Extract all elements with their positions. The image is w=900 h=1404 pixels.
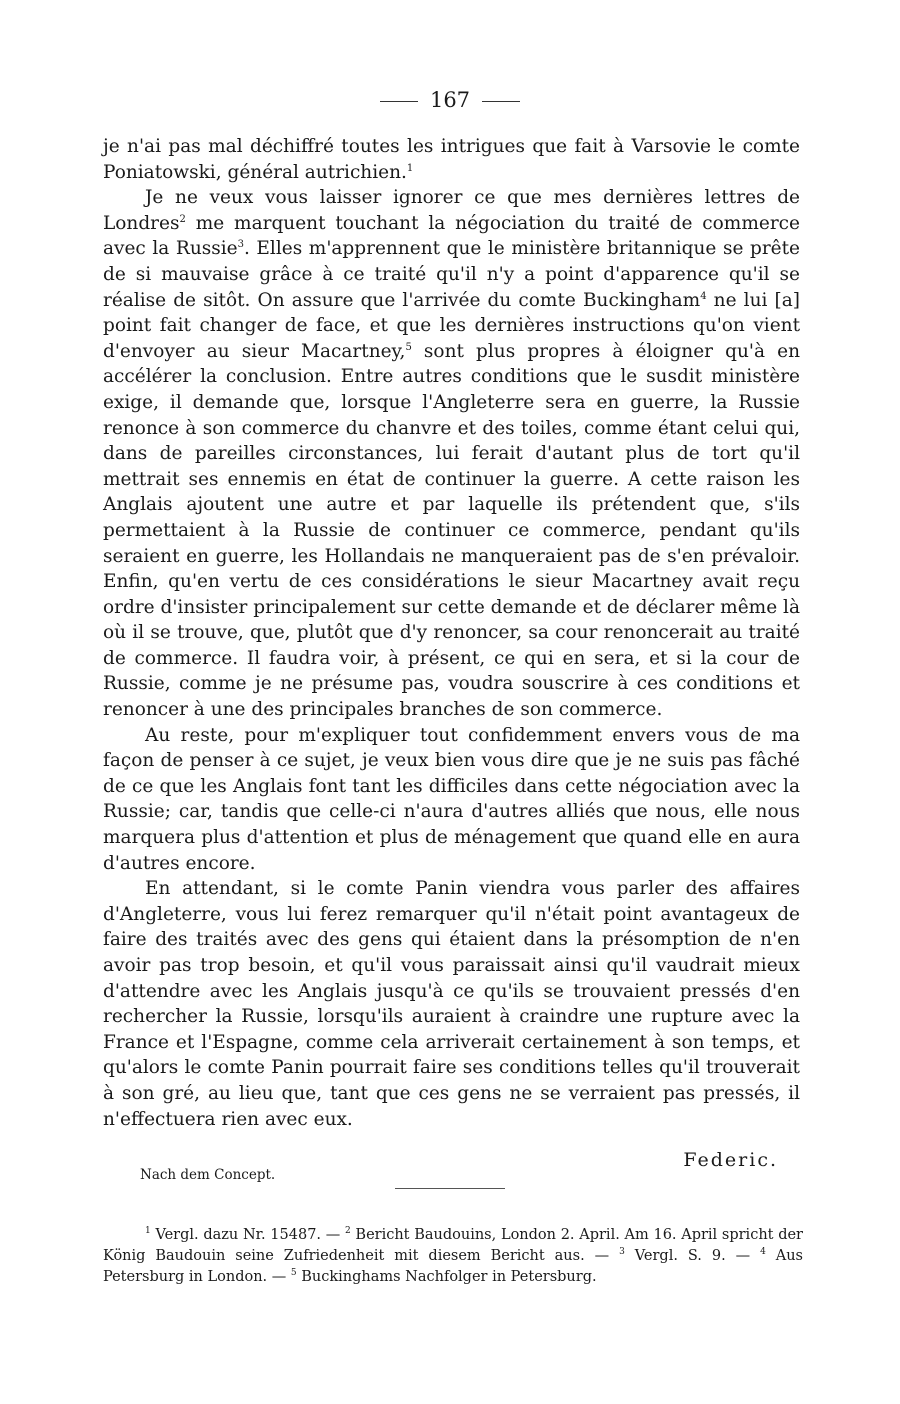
paragraph-text: Je ne veux vous laisser ignorer ce que mes dernières lettres de Londres [103,187,800,234]
footnotes [103,1225,803,1288]
header-dash-right [482,101,520,102]
footnote-separator [395,1188,505,1189]
paragraph-treaty [103,185,800,722]
footnote-ref: 3 [237,239,244,251]
footnote-text: Aus Petersburg in London. — [103,1248,803,1285]
footnote-mark: 3 [619,1247,625,1257]
paragraph-text: En attendant, si le comte Panin viendra vous parler des affaires d'Angleterre, vous lui ferez remarquer qu'il n'était point avantageux de faire des traités avec des gens qui étaient dans la présomption de n'en avoir pas trop besoin, et qu'il vous paraissait ainsi qu'il vaudrait mieux d'attendre avec les Anglais jusqu'à ce qu'ils se trouvaient pressés d'en rechercher la Russie, lorsqu'ils auraient à craindre une rupture avec la France et l'Espagne, comme cela arriverait certainement à son temps, et qu'alors le comte Panin pourrait faire ses conditions telles qu'il trouverait à son gré, au lieu que, tant que ces gens ne se verraient pas pressés, il n'effectuera rien avec eux. [103,878,800,1130]
paragraph-text: ne lui [a] point fait changer de face, et que les dernières instructions qu'on vient d'envoyer au sieur Macartney, [103,289,800,362]
paragraph-text: je n'ai pas mal déchiffré toutes les intrigues que fait à Varsovie le comte Poniatowski, général autrichien. [103,136,800,183]
page-header [0,86,900,114]
footnote-ref: 5 [405,341,412,353]
footnote-text: Bericht Baudouins, London 2. April. Am 16. April spricht der König Baudouin seine Zufriedenheit mit diesem Bericht aus. — [103,1227,803,1264]
footnote-mark: 4 [760,1247,766,1257]
paragraph-text: Au reste, pour m'expliquer tout confidemment envers vous de ma façon de penser à ce sujet, je veux bien vous dire que je ne suis pas fâché de ce que les Anglais font tant les difficiles dans cette négociation avec la Russie; car, tandis que celle-ci n'aura d'autres alliés que nous, elle nous marquera plus d'attention et plus de ménagement que quand elle en aura d'autres encore. [103,724,800,874]
footnote-text: Buckinghams Nachfolger in Petersburg. [296,1269,597,1285]
footnote-mark: 5 [290,1268,297,1278]
footnote-mark: 2 [344,1226,351,1236]
source-note: Nach dem Concept. [140,1167,276,1183]
paragraph-instructions [103,876,800,1132]
page-number: 167 [429,88,471,112]
footnote-ref: 2 [179,213,186,225]
footnote-text: Vergl. dazu Nr. 15487. — [150,1227,345,1243]
footnote-ref: 4 [700,290,707,302]
paragraph-text: . Elles m'apprennent que le ministère britannique se prête de si mauvaise grâce à ce traité qu'il n'y a point d'apparence qu'il se réalise de sitôt. On assure que l'arrivée du comte Buckingham [103,238,800,311]
paragraph-continuation [103,134,800,185]
paragraph-text: me marquent touchant la négociation du traité de commerce avec la Russie [103,212,800,260]
footnote-text: Vergl. S. 9. — [624,1248,761,1264]
footnote-ref: 1 [406,162,414,174]
paragraph-opinion [103,723,800,877]
paragraph-text: sont plus propres à éloigner qu'à en accélérer la conclusion. Entre autres conditions que le susdit ministère exige, il demande que, lorsque l'Angleterre sera en guerre, la Russie renonce à son commerce du chanvre et des toiles, comme étant celui qui, dans de pareilles circonstances, lui ferait d'autant plus de tort qu'il mettrait ses ennemis en état de continuer la guerre. A cette raison les Anglais ajoutent une autre et par laquelle ils prétendent que, s'ils permettaient à la Russie de continuer ce commerce, pendant qu'ils seraient en guerre, les Hollandais ne manqueraient pas de s'en prévaloir. Enfin, qu'en vertu de ces considérations le sieur Macartney avait reçu ordre d'insister principalement sur cette demande et de déclarer même là où il se trouve, que, plutôt que d'y renoncer, sa cour renoncerait au traité de commerce. Il faudra voir, à présent, ce qui en sera, et si la cour de Russie, comme je ne présume pas, voudra souscrire à ces conditions et renoncer à une des principales branches de son commerce. [103,340,800,721]
letter-body [103,134,800,1132]
header-dash-left [380,101,418,102]
footnote-mark: 1 [145,1226,151,1236]
signature: Federic. [683,1149,778,1171]
